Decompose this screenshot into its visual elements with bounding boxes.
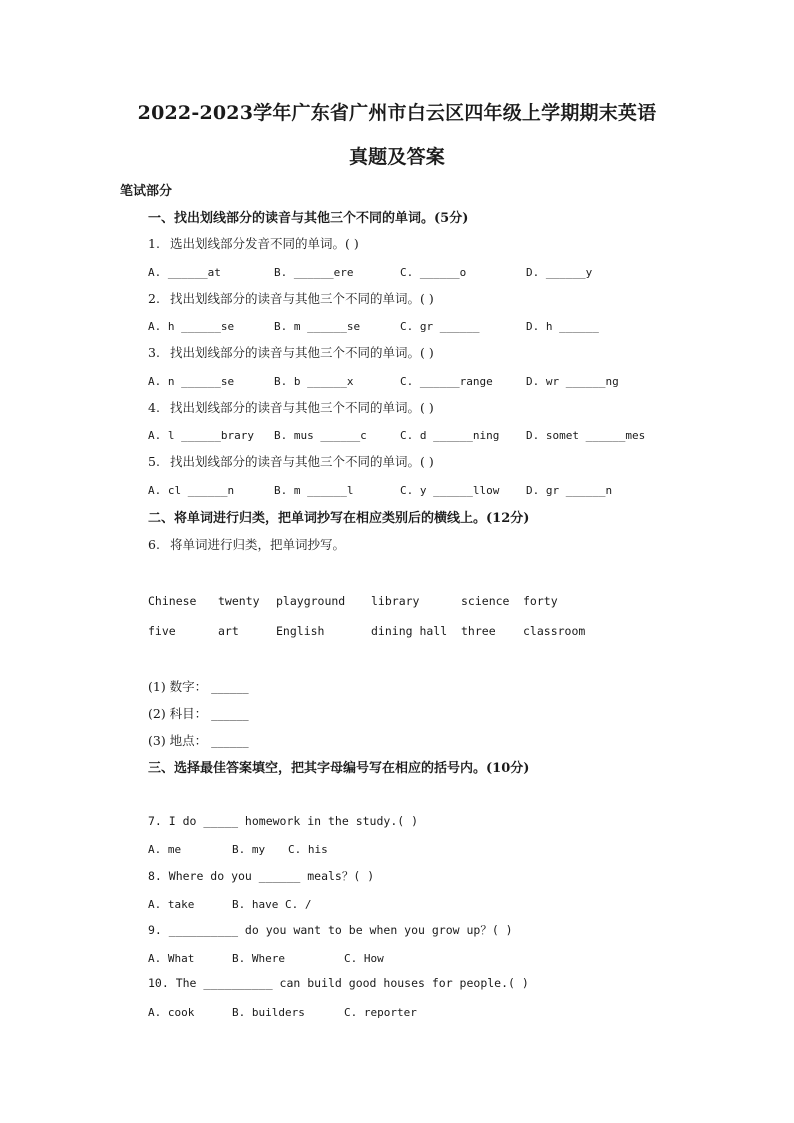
word: science [461,594,510,608]
option-a: A. me [148,843,182,856]
option-a: A. n ______se [148,375,235,388]
option-a: A. ______at [148,266,221,279]
category-subjects: (2) 科目： ______ [148,706,249,721]
question-10: 10. The __________ can build good houses for people.( ) [148,976,529,990]
option-d: D. somet ______mes [526,429,646,442]
word: playground [276,594,346,608]
option-c: C. reporter [344,1006,417,1019]
option-b: B. mus ______c [274,429,367,442]
word: classroom [523,624,586,638]
question-text: 找出划线部分的读音与其他三个不同的单词。( ) [170,345,434,360]
option-a: A. l ______brary [148,429,254,442]
question-3 [148,343,434,361]
question-4 [148,398,434,416]
question-number: 1. [148,236,160,251]
option-b: B. have C. / [232,898,312,911]
option-b: B. my [232,843,266,856]
part-label: 笔试部分 [120,184,173,199]
option-b: B. m ______se [274,320,361,333]
section3-heading: 三、选择最佳答案填空，把其字母编号写在相应的括号内。(10分) [148,761,530,776]
word: five [148,624,176,638]
option-c: C. gr ______ [400,320,480,333]
question-2 [148,289,434,307]
question-8: 8. Where do you ______ meals？( ) [148,869,375,883]
option-a: A. take [148,898,195,911]
option-c: C. How [344,952,384,965]
option-a: A. cl ______n [148,484,235,497]
option-c: C. ______o [400,266,467,279]
question-1 [148,234,359,252]
question-6 [148,535,345,553]
word: Chinese [148,594,197,608]
page-title-line2: 真题及答案 [348,146,445,168]
option-d: D. wr ______ng [526,375,619,388]
option-c: C. his [288,843,328,856]
question-text: 找出划线部分的读音与其他三个不同的单词。( ) [170,400,434,415]
option-b: B. builders [232,1006,305,1019]
option-a: A. What [148,952,195,965]
question-text: 将单词进行归类，把单词抄写。 [170,537,346,552]
option-c: C. d ______ning [400,429,500,442]
question-text: 找出划线部分的读音与其他三个不同的单词。( ) [170,291,434,306]
section2-heading: 二、将单词进行归类，把单词抄写在相应类别后的横线上。(12分) [148,511,530,526]
option-c: C. y ______llow [400,484,500,497]
word: English [276,624,325,638]
question-number: 6. [148,537,160,552]
section1-heading: 一、找出划线部分的读音与其他三个不同的单词。(5分) [148,211,469,226]
option-b: B. m ______l [274,484,354,497]
word: three [461,624,496,638]
question-7: 7. I do _____ homework in the study.( ) [148,814,419,828]
question-number: 3. [148,345,160,360]
option-a: A. h ______se [148,320,235,333]
word: art [218,624,239,638]
question-5 [148,452,434,470]
category-numbers: (1) 数字： ______ [148,679,249,694]
option-a: A. cook [148,1006,195,1019]
category-places: (3) 地点： ______ [148,733,249,748]
question-9: 9. __________ do you want to be when you grow up？( ) [148,923,513,937]
word: library [371,594,420,608]
word: forty [523,594,558,608]
option-b: B. ______ere [274,266,354,279]
question-text: 选出划线部分发音不同的单词。( ) [170,236,359,251]
word: twenty [218,594,260,608]
word: dining hall [371,624,448,638]
page-title-line1: 2022-2023学年广东省广州市白云区四年级上学期期末英语 [137,102,657,124]
question-number: 4. [148,400,160,415]
option-d: D. gr ______n [526,484,613,497]
question-number: 5. [148,454,160,469]
question-number: 2. [148,291,160,306]
option-b: B. Where [232,952,285,965]
option-d: D. h ______ [526,320,599,333]
option-b: B. b ______x [274,375,354,388]
option-d: D. ______y [526,266,593,279]
option-c: C. ______range [400,375,493,388]
question-text: 找出划线部分的读音与其他三个不同的单词。( ) [170,454,434,469]
